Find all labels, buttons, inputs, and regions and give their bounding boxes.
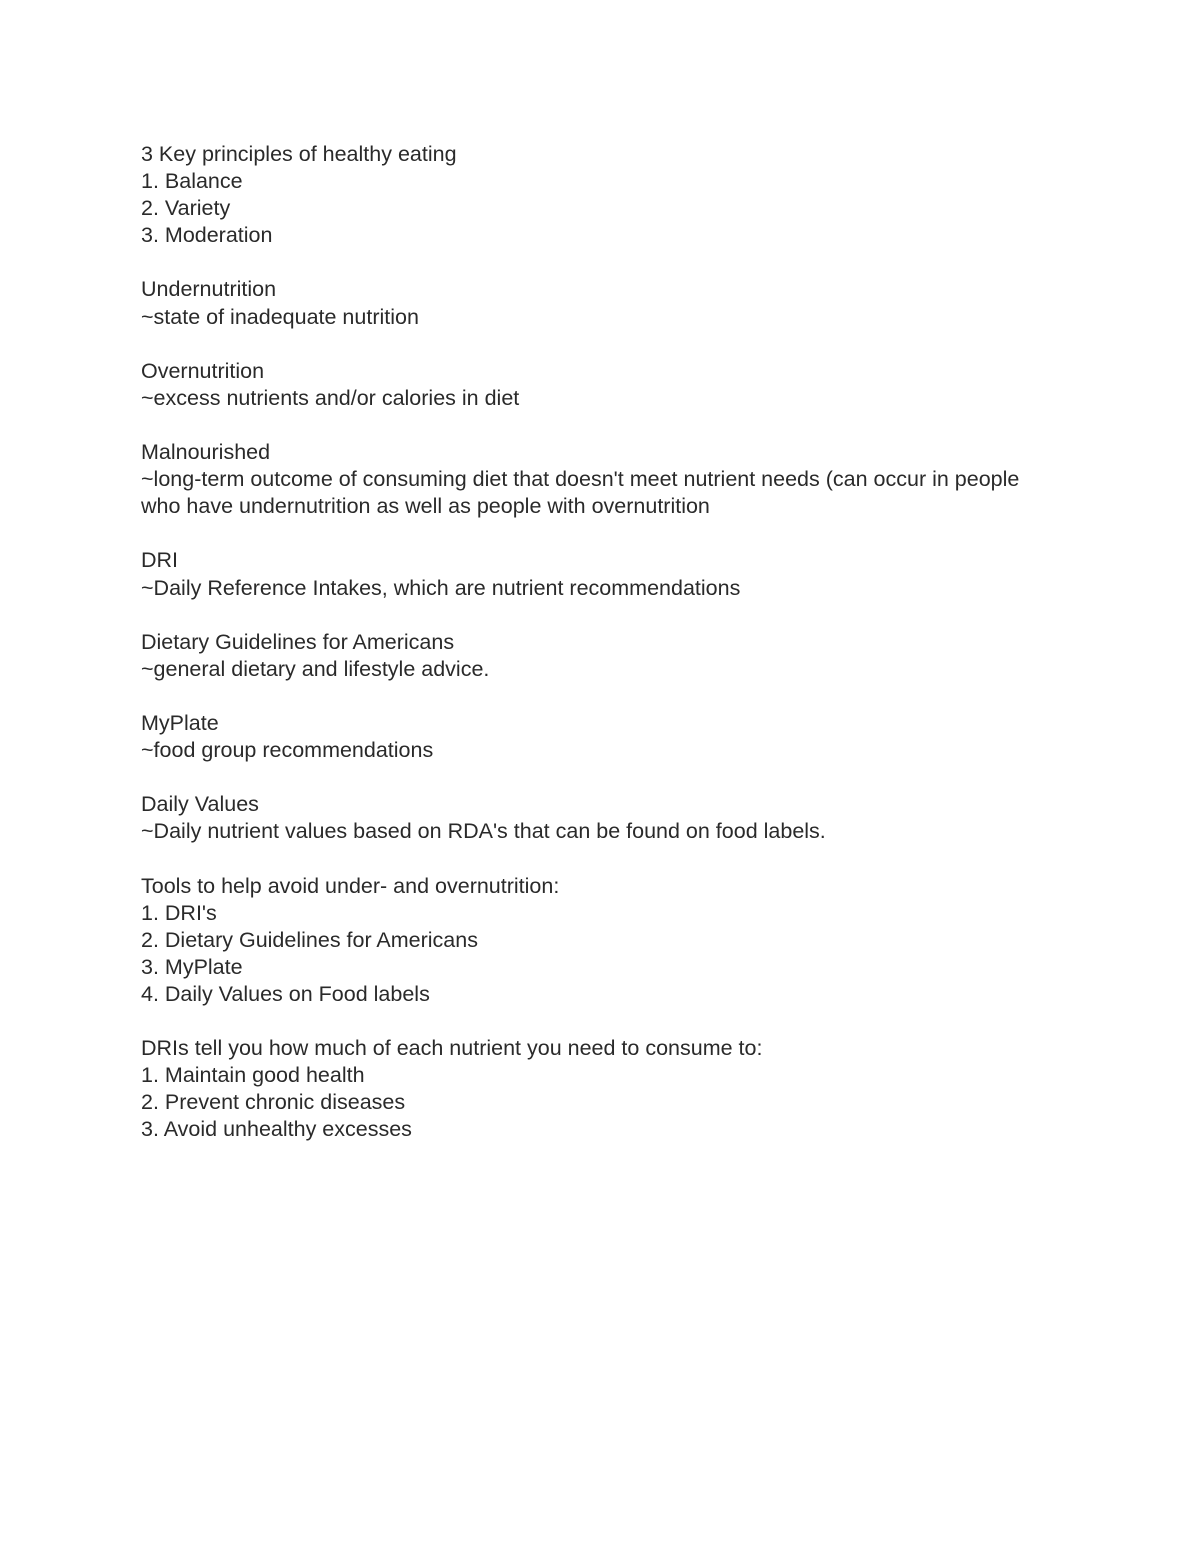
section-overnutrition — [141, 358, 1041, 412]
section-key-principles — [141, 141, 1041, 249]
term-definition: ~long-term outcome of consuming diet that doesn't meet nutrient needs (can occur in people who have undernutrition as well as people with overnutrition — [141, 467, 1020, 519]
term-heading: MyPlate — [141, 710, 219, 735]
section-dris-tell — [141, 1035, 1041, 1143]
term-heading: Overnutrition — [141, 358, 265, 383]
list-item: 4. Daily Values on Food labels — [141, 981, 430, 1006]
list-item: 2. Dietary Guidelines for Americans — [141, 927, 478, 952]
term-definition: ~state of inadequate nutrition — [141, 304, 419, 329]
list-item: 1. Balance — [141, 169, 243, 194]
list-item: 1. DRI's — [141, 900, 217, 925]
section-dietary-guidelines — [141, 629, 1041, 683]
section-heading: 3 Key principles of healthy eating — [141, 142, 457, 166]
list-item: 2. Prevent chronic diseases — [141, 1090, 406, 1115]
term-definition: ~excess nutrients and/or calories in diet — [141, 385, 520, 410]
term-heading: Malnourished — [141, 440, 271, 465]
section-tools — [141, 873, 1041, 1008]
section-myplate — [141, 710, 1041, 764]
term-heading: DRI — [141, 548, 179, 573]
section-heading: DRIs tell you how much of each nutrient you need to consume to: — [141, 1036, 763, 1061]
section-heading: Tools to help avoid under- and overnutrition: — [141, 873, 560, 898]
term-definition: ~Daily nutrient values based on RDA's that can be found on food labels. — [141, 819, 826, 844]
term-heading: Daily Values — [141, 792, 259, 817]
term-definition: ~food group recommendations — [141, 738, 434, 763]
section-malnourished — [141, 439, 1041, 520]
section-dri — [141, 547, 1041, 601]
document-page — [141, 141, 1041, 1171]
term-heading: Undernutrition — [141, 277, 277, 302]
list-item: 3. MyPlate — [141, 954, 243, 979]
list-item: 3. Moderation — [141, 223, 273, 248]
list-item: 1. Maintain good health — [141, 1063, 365, 1088]
term-definition: ~general dietary and lifestyle advice. — [141, 656, 490, 681]
list-item: 3. Avoid unhealthy excesses — [141, 1117, 412, 1142]
term-definition: ~Daily Reference Intakes, which are nutrient recommendations — [141, 575, 741, 600]
section-daily-values — [141, 791, 1041, 845]
list-item: 2. Variety — [141, 196, 231, 221]
section-undernutrition — [141, 276, 1041, 330]
term-heading: Dietary Guidelines for Americans — [141, 629, 455, 654]
